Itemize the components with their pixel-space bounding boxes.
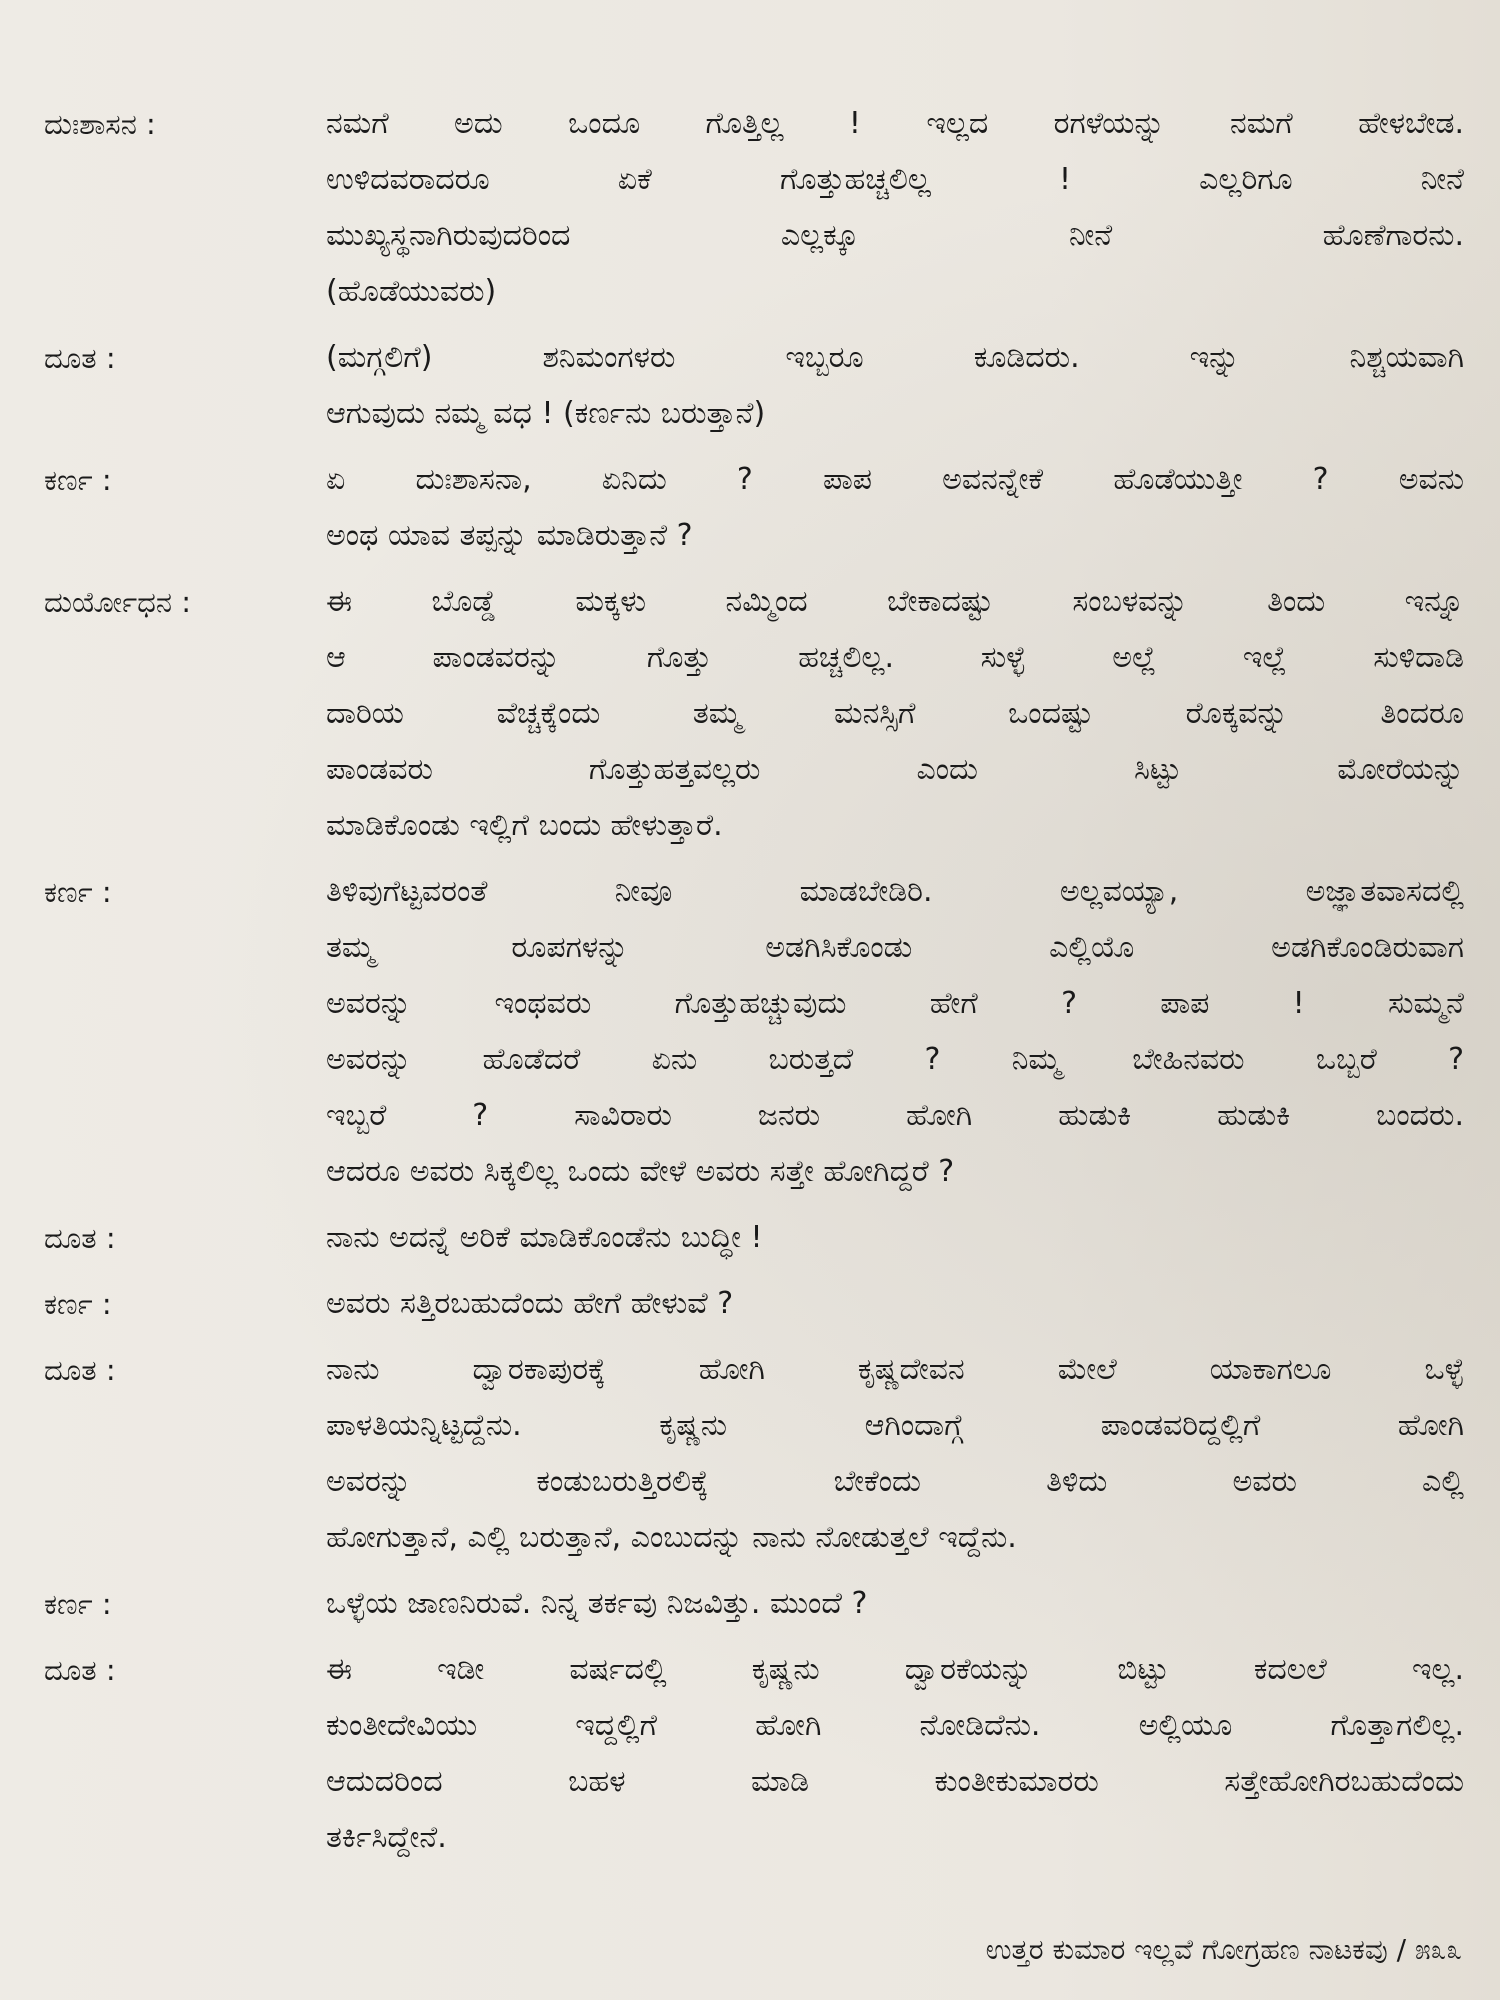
speech-line: ಮಾಡಿಕೊಂಡು ಇಲ್ಲಿಗೆ ಬಂದು ಹೇಳುತ್ತಾರೆ. [326,808,723,843]
speech-line: ಅವರನ್ನು ಇಂಥವರು ಗೊತ್ತುಹಚ್ಚುವುದು ಹೇಗೆ ? ಪಾಪ ! ಸುಮ್ಮನೆ [326,986,1464,1021]
speech-text [326,1342,1464,1566]
speech-text [326,864,1464,1200]
dialogue-entry [44,1576,1464,1632]
speech-line: ಪಾಳತಿಯನ್ನಿಟ್ಟದ್ದೆನು. ಕೃಷ್ಣನು ಆಗಿಂದಾಗ್ಗೆ ಪಾಂಡವರಿದ್ದಲ್ಲಿಗೆ ಹೋಗಿ [326,1408,1464,1443]
speech-line: ಅವರನ್ನು ಕಂಡುಬರುತ್ತಿರಲಿಕ್ಕೆ ಬೇಕೆಂದು ತಿಳಿದು ಅವರು ಎಲ್ಲಿ [326,1464,1464,1499]
speech-text [326,1576,1464,1632]
speech-line: ಆಗುವುದು ನಮ್ಮ ವಧ ! (ಕರ್ಣನು ಬರುತ್ತಾನೆ) [326,396,766,431]
speech-line: ಅವರನ್ನು ಹೊಡೆದರೆ ಏನು ಬರುತ್ತದೆ ? ನಿಮ್ಮ ಬೇಹಿನವರು ಒಬ್ಬರೆ ? [326,1042,1464,1077]
speech-line: ಏ ದುಃಶಾಸನಾ, ಏನಿದು ? ಪಾಪ ಅವನನ್ನೇಕೆ ಹೊಡೆಯುತ್ತೀ ? ಅವನು [326,462,1464,497]
speech-text [326,1210,1464,1266]
speech-line: ಒಳ್ಳೆಯ ಜಾಣನಿರುವೆ. ನಿನ್ನ ತರ್ಕವು ನಿಜವಿತ್ತು. ಮುಂದೆ ? [326,1586,868,1621]
speech-line: ನಮಗೆ ಅದು ಒಂದೂ ಗೊತ್ತಿಲ್ಲ ! ಇಲ್ಲದ ರಗಳೆಯನ್ನು ನಮಗೆ ಹೇಳಬೇಡ. [326,106,1464,141]
speaker-name: ದೂತ : [44,341,116,375]
speech-line: ದಾರಿಯ ವೆಚ್ಚಕ್ಕೆಂದು ತಮ್ಮ ಮನಸ್ಸಿಗೆ ಒಂದಷ್ಟು ರೊಕ್ಕವನ್ನು ತಿಂದರೂ [326,696,1464,731]
speaker-name: ಕರ್ಣ : [44,1287,112,1321]
dialogue-block [44,96,1464,1876]
running-footer: ಉತ್ತರ ಕುಮಾರ ಇಲ್ಲವೆ ಗೋಗ್ರಹಣ ನಾಟಕವು / ೫೩೩ [985,1933,1462,1966]
speaker-name: ಕರ್ಣ : [44,463,112,497]
dialogue-entry [44,1210,1464,1266]
dialogue-entry [44,452,1464,564]
speech-line: ಅವರು ಸತ್ತಿರಬಹುದೆಂದು ಹೇಗೆ ಹೇಳುವೆ ? [326,1286,734,1321]
speech-line: ಇಬ್ಬರೆ ? ಸಾವಿರಾರು ಜನರು ಹೋಗಿ ಹುಡುಕಿ ಹುಡುಕಿ ಬಂದರು. [326,1098,1464,1133]
speech-line: ಮುಖ್ಯಸ್ಥನಾಗಿರುವುದರಿಂದ ಎಲ್ಲಕ್ಕೂ ನೀನೆ ಹೊಣೆಗಾರನು. [326,218,1464,253]
dialogue-entry [44,1276,1464,1332]
speaker-name: ದೂತ : [44,1653,116,1687]
speech-line: ಆದರೂ ಅವರು ಸಿಕ್ಕಲಿಲ್ಲ ಒಂದು ವೇಳೆ ಅವರು ಸತ್ತೇ ಹೋಗಿದ್ದರೆ ? [326,1154,955,1189]
speech-line: ಪಾಂಡವರು ಗೊತ್ತುಹತ್ತವಲ್ಲರು ಎಂದು ಸಿಟ್ಟು ಮೋರೆಯನ್ನು [326,752,1464,787]
speech-line: ನಾನು ದ್ವಾರಕಾಪುರಕ್ಕೆ ಹೋಗಿ ಕೃಷ್ಣದೇವನ ಮೇಲೆ ಯಾಕಾಗಲೂ ಒಳ್ಳೆ [326,1352,1464,1387]
speech-line: ಅಂಥ ಯಾವ ತಪ್ಪನ್ನು ಮಾಡಿರುತ್ತಾನೆ ? [326,518,693,553]
speech-line: ನಾನು ಅದನ್ನೆ ಅರಿಕೆ ಮಾಡಿಕೊಂಡೆನು ಬುದ್ಧೀ ! [326,1220,763,1255]
speech-text [326,330,1464,442]
speech-line: ತಮ್ಮ ರೂಪಗಳನ್ನು ಅಡಗಿಸಿಕೊಂಡು ಎಲ್ಲಿಯೊ ಅಡಗಿಕೊಂಡಿರುವಾಗ [326,930,1464,965]
dialogue-entry [44,1642,1464,1866]
speech-line: (ಹೊಡೆಯುವರು) [326,274,497,309]
speaker-name: ದೂತ : [44,1221,116,1255]
speech-line: ಉಳಿದವರಾದರೂ ಏಕೆ ಗೊತ್ತುಹಚ್ಚಲಿಲ್ಲ ! ಎಲ್ಲರಿಗೂ ನೀನೆ [326,162,1464,197]
speaker-name: ದುಃಶಾಸನ : [44,107,156,141]
speech-text [326,96,1464,320]
speech-line: ಈ ಬೊಡ್ಡೆ ಮಕ್ಕಳು ನಮ್ಮಿಂದ ಬೇಕಾದಷ್ಟು ಸಂಬಳವನ್ನು ತಿಂದು ಇನ್ನೂ [326,584,1464,619]
speech-line: ಕುಂತೀದೇವಿಯು ಇದ್ದಲ್ಲಿಗೆ ಹೋಗಿ ನೋಡಿದೆನು. ಅಲ್ಲಿಯೂ ಗೊತ್ತಾಗಲಿಲ್ಲ. [326,1708,1464,1743]
speaker-name: ಕರ್ಣ : [44,1587,112,1621]
speaker-name: ಕರ್ಣ : [44,875,112,909]
dialogue-entry [44,96,1464,320]
speech-line: ಆದುದರಿಂದ ಬಹಳ ಮಾಡಿ ಕುಂತೀಕುಮಾರರು ಸತ್ತೇಹೋಗಿರಬಹುದೆಂದು [326,1764,1464,1799]
speech-line: ತರ್ಕಿಸಿದ್ದೇನೆ. [326,1820,447,1855]
speech-line: ಹೋಗುತ್ತಾನೆ, ಎಲ್ಲಿ ಬರುತ್ತಾನೆ, ಎಂಬುದನ್ನು ನಾನು ನೋಡುತ್ತಲೆ ಇದ್ದೆನು. [326,1520,1017,1555]
speech-text [326,1276,1464,1332]
speech-line: (ಮಗ್ಗಲಿಗೆ) ಶನಿಮಂಗಳರು ಇಬ್ಬರೂ ಕೂಡಿದರು. ಇನ್ನು ನಿಶ್ಚಯವಾಗಿ [326,340,1464,375]
speech-line: ಈ ಇಡೀ ವರ್ಷದಲ್ಲಿ ಕೃಷ್ಣನು ದ್ವಾರಕೆಯನ್ನು ಬಿಟ್ಟು ಕದಲಲೆ ಇಲ್ಲ. [326,1652,1464,1687]
speaker-name: ದುರ್ಯೋಧನ : [44,585,191,619]
dialogue-entry [44,864,1464,1200]
speech-text [326,574,1464,854]
dialogue-entry [44,574,1464,854]
speech-text [326,1642,1464,1866]
speech-text [326,452,1464,564]
dialogue-entry [44,1342,1464,1566]
speaker-name: ದೂತ : [44,1353,116,1387]
dialogue-entry [44,330,1464,442]
speech-line: ಆ ಪಾಂಡವರನ್ನು ಗೊತ್ತು ಹಚ್ಚಲಿಲ್ಲ. ಸುಳ್ಳೆ ಅಲ್ಲೆ ಇಲ್ಲೆ ಸುಳಿದಾಡಿ [326,640,1464,675]
speech-line: ತಿಳಿವುಗೆಟ್ಟವರಂತೆ ನೀವೂ ಮಾಡಬೇಡಿರಿ. ಅಲ್ಲವಯ್ಯಾ, ಅಜ್ಞಾತವಾಸದಲ್ಲಿ [326,874,1464,909]
